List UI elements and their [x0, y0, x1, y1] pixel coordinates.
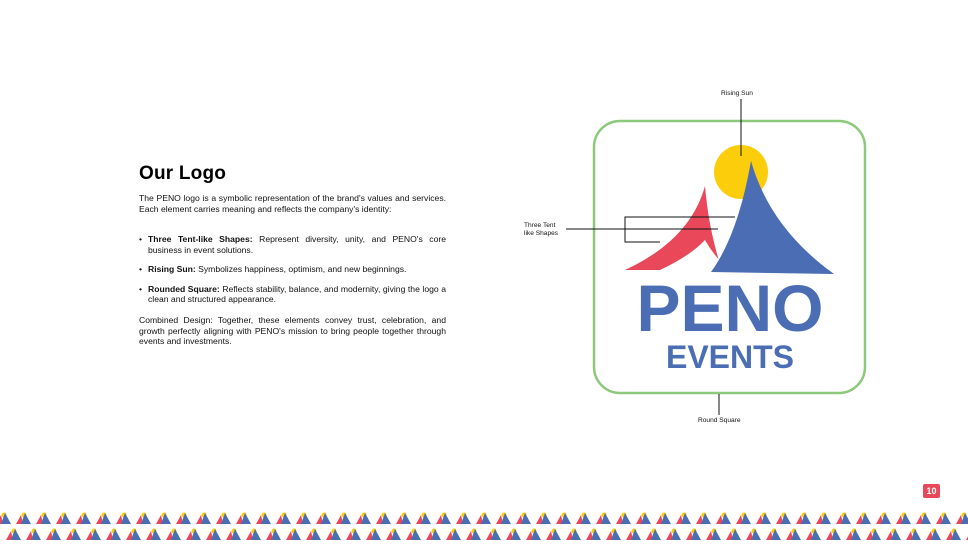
- pattern-tile: [846, 529, 861, 541]
- pattern-tile: [116, 513, 131, 525]
- pattern-tile: [596, 513, 611, 525]
- pattern-tile: [326, 529, 341, 541]
- pattern-tile: [906, 529, 921, 541]
- pattern-tile: [686, 529, 701, 541]
- pattern-tile: [186, 529, 201, 541]
- pattern-tile: [446, 529, 461, 541]
- pattern-tile: [126, 529, 141, 541]
- logo-tagline-text: EVENTS: [665, 339, 795, 375]
- page-number-badge: 10: [923, 484, 940, 498]
- pattern-tile: [466, 529, 481, 541]
- pattern-tile: [876, 513, 891, 525]
- pattern-tile: [486, 529, 501, 541]
- pattern-tile: [646, 529, 661, 541]
- pattern-tile: [236, 513, 251, 525]
- pattern-tile: [16, 513, 31, 525]
- pattern-tile: [746, 529, 761, 541]
- pattern-tile: [576, 513, 591, 525]
- pattern-tile: [556, 513, 571, 525]
- callout-tents-line2: like Shapes: [524, 229, 559, 237]
- pattern-tile: [286, 529, 301, 541]
- pattern-tile: [416, 513, 431, 525]
- pattern-tile: [146, 529, 161, 541]
- pattern-tile: [676, 513, 691, 525]
- page-title: Our Logo: [139, 163, 227, 184]
- pattern-tile: [296, 513, 311, 525]
- pattern-tile: [936, 513, 951, 525]
- pattern-tile: [836, 513, 851, 525]
- callout-rising-sun: Rising Sun: [721, 90, 753, 97]
- pattern-tile: [66, 529, 81, 541]
- pattern-tile: [376, 513, 391, 525]
- pattern-tile: [366, 529, 381, 541]
- closing-paragraph: Combined Design: Together, these elements convey trust, celebration, and growth perfectly aligning with PENO's mission to bring people together through events and investments.: [139, 315, 446, 346]
- pattern-tile: [406, 529, 421, 541]
- intro-paragraph: The PENO logo is a symbolic representation of the brand's values and services. Each element carries meaning and reflects the company's identity:: [139, 193, 446, 214]
- pattern-tile: [506, 529, 521, 541]
- pattern-tile: [816, 513, 831, 525]
- pattern-tile: [0, 513, 11, 525]
- pattern-tile: [256, 513, 271, 525]
- pattern-tile: [866, 529, 881, 541]
- pattern-tile: [356, 513, 371, 525]
- pattern-tile: [786, 529, 801, 541]
- pattern-tile: [696, 513, 711, 525]
- pattern-tile: [636, 513, 651, 525]
- pattern-tile: [216, 513, 231, 525]
- pattern-tile: [246, 529, 261, 541]
- pattern-tile: [96, 513, 111, 525]
- pattern-tile: [756, 513, 771, 525]
- pattern-tile: [196, 513, 211, 525]
- callout-round-square: Round Square: [698, 417, 741, 424]
- pattern-tile: [476, 513, 491, 525]
- pattern-tile: [26, 529, 41, 541]
- pattern-tile: [616, 513, 631, 525]
- bullet-marker: •: [139, 283, 143, 294]
- pattern-tile: [396, 513, 411, 525]
- pattern-tile: [336, 513, 351, 525]
- pattern-tile: [386, 529, 401, 541]
- pattern-tile: [206, 529, 221, 541]
- bullet-term: Rounded Square:: [148, 283, 220, 294]
- pattern-tile: [176, 513, 191, 525]
- pattern-tile: [566, 529, 581, 541]
- pattern-tile: [316, 513, 331, 525]
- pattern-tile: [36, 513, 51, 525]
- pattern-tile: [86, 529, 101, 541]
- pattern-tile: [796, 513, 811, 525]
- pattern-tile: [536, 513, 551, 525]
- pattern-tile: [766, 529, 781, 541]
- pattern-tile: [346, 529, 361, 541]
- pattern-tile: [716, 513, 731, 525]
- pattern-tile: [166, 529, 181, 541]
- pattern-tile: [916, 513, 931, 525]
- pattern-tile: [56, 513, 71, 525]
- bullet-term: Three Tent-like Shapes:: [148, 234, 253, 244]
- pattern-tile: [226, 529, 241, 541]
- pattern-tile: [266, 529, 281, 541]
- pattern-tile: [586, 529, 601, 541]
- pattern-tile: [736, 513, 751, 525]
- pattern-tile: [776, 513, 791, 525]
- pattern-tile: [156, 513, 171, 525]
- pattern-tile: [896, 513, 911, 525]
- pattern-tile: [136, 513, 151, 525]
- pattern-tile: [436, 513, 451, 525]
- bullet-text: Symbolizes happiness, optimism, and new beginnings.: [195, 264, 407, 274]
- pattern-tile: [306, 529, 321, 541]
- callout-tents-line1: Three Tent: [524, 222, 556, 229]
- bullet-marker: •: [139, 264, 143, 274]
- pattern-tile: [886, 529, 901, 541]
- pattern-tile: [546, 529, 561, 541]
- callout-tents: [524, 222, 574, 237]
- pattern-tile: [606, 529, 621, 541]
- bullet-marker: •: [139, 234, 143, 244]
- pattern-tile: [46, 529, 61, 541]
- pattern-tile: [426, 529, 441, 541]
- pattern-tile: [726, 529, 741, 541]
- bullet-text: Represent diversity, unity, and PENO's core business in event solutions.: [148, 234, 446, 255]
- pattern-tile: [516, 513, 531, 525]
- pattern-tile: [6, 529, 21, 541]
- pattern-tile: [656, 513, 671, 525]
- pattern-tile: [276, 513, 291, 525]
- pattern-tile: [806, 529, 821, 541]
- pattern-tile: [666, 529, 681, 541]
- pattern-tile: [526, 529, 541, 541]
- bullet-text: Reflects stability, balance, and modernity, giving the logo a clean and structured appearance.: [148, 283, 446, 304]
- pattern-tile: [856, 513, 871, 525]
- pattern-tile: [826, 529, 841, 541]
- logo-brand-text: PENO: [636, 271, 824, 345]
- pattern-tile: [956, 513, 968, 525]
- pattern-tile: [946, 529, 961, 541]
- pattern-tile: [706, 529, 721, 541]
- pattern-tile: [456, 513, 471, 525]
- pattern-tile: [496, 513, 511, 525]
- pattern-tile: [926, 529, 941, 541]
- pattern-tile: [626, 529, 641, 541]
- bullet-term: Rising Sun:: [148, 264, 196, 274]
- pattern-tile: [76, 513, 91, 525]
- pattern-tile: [106, 529, 121, 541]
- footer-tent-pattern: [0, 508, 968, 544]
